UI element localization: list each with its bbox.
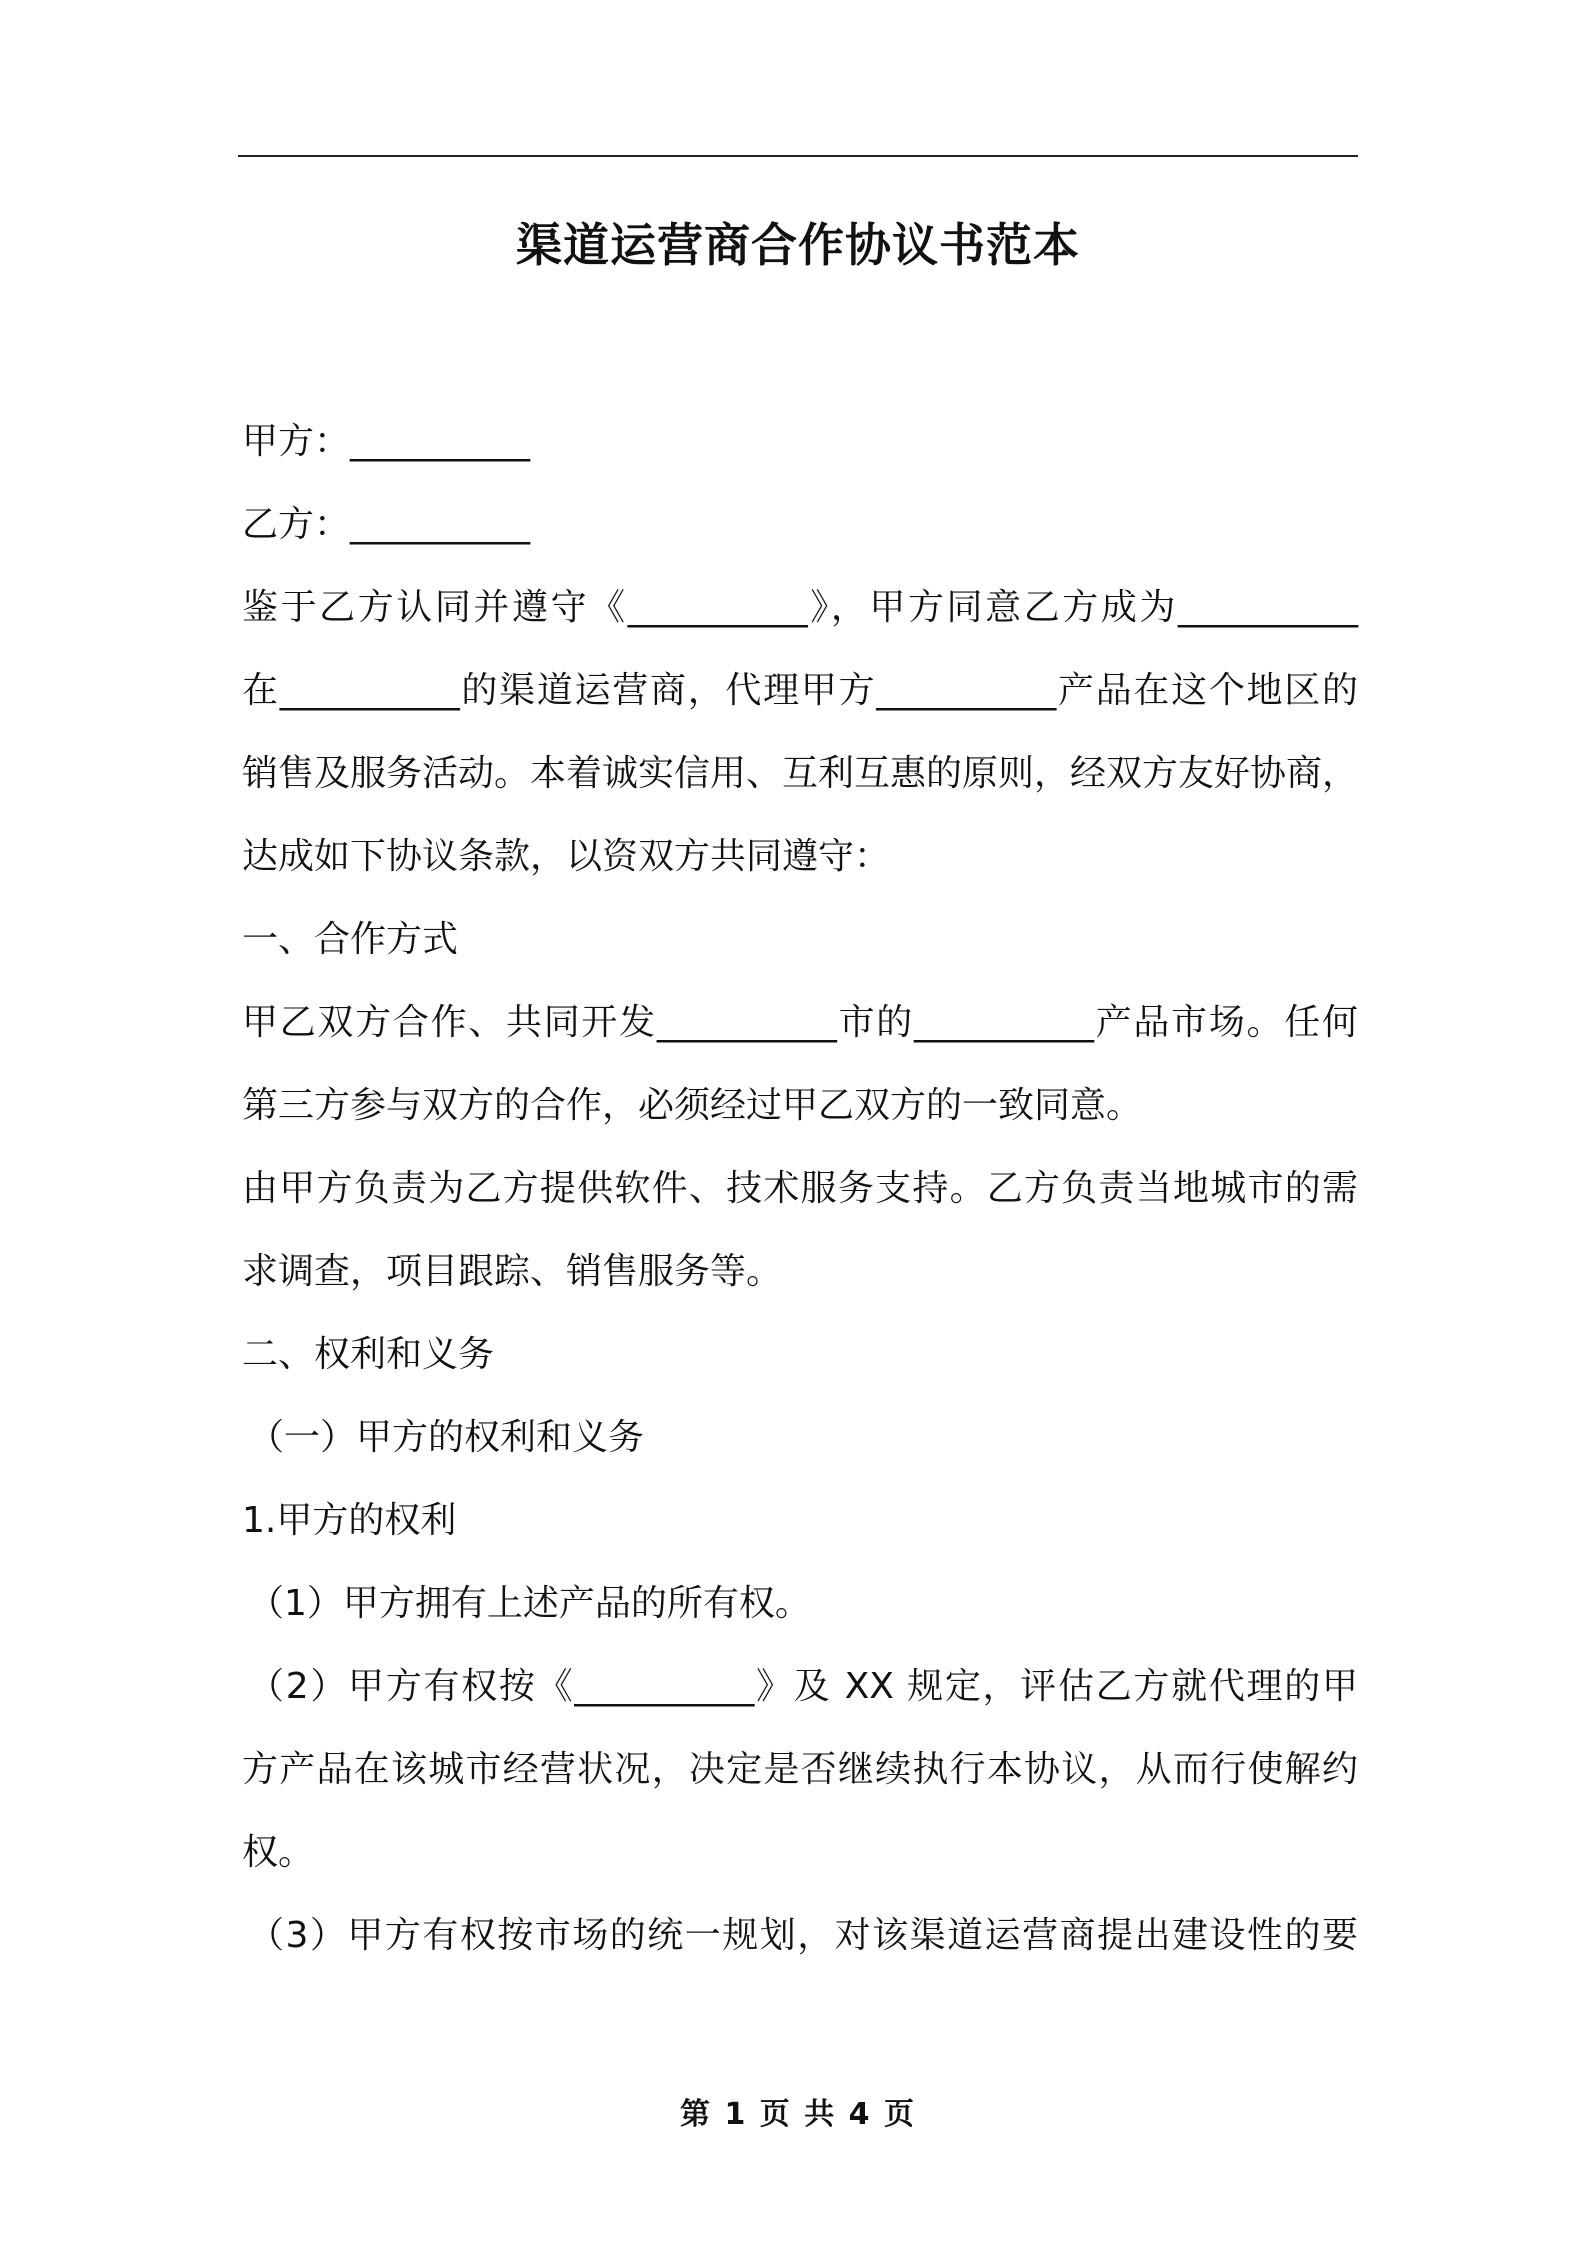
- list-item: （1）甲方拥有上述产品的所有权。: [248, 1583, 811, 1624]
- body-line: 达成如下协议条款，以资双方共同遵守：: [242, 836, 891, 877]
- body-line: 销售及服务活动。本着诚实信用、互利互惠的原则，经双方友好协商，: [242, 753, 1359, 794]
- party-a-line: 甲方：__________: [242, 421, 531, 462]
- section-heading: 二、权利和义务: [242, 1334, 495, 1375]
- party-b-line: 乙方：__________: [242, 504, 531, 545]
- subsection-heading: （一）甲方的权利和义务: [248, 1417, 645, 1458]
- document-title: 渠道运营商合作协议书范本: [516, 218, 1080, 272]
- subsection-heading: 1.甲方的权利: [242, 1500, 457, 1541]
- page-number: 第 1 页 共 4 页: [680, 2097, 916, 2132]
- body-line: 在__________的渠道运营商，代理甲方__________产品在这个地区的: [242, 670, 1358, 711]
- body-line: 甲乙双方合作、共同开发__________市的__________产品市场。任何: [242, 1002, 1358, 1043]
- document-body: [242, 400, 1358, 1977]
- body-line: 第三方参与双方的合作，必须经过甲乙双方的一致同意。: [242, 1085, 1143, 1126]
- list-item: （3）甲方有权按市场的统一规划，对该渠道运营商提出建设性的要: [248, 1915, 1358, 1956]
- body-line: 由甲方负责为乙方提供软件、技术服务支持。乙方负责当地城市的需: [242, 1168, 1358, 1209]
- list-item: （2）甲方有权按《__________》及 XX 规定，评估乙方就代理的甲: [248, 1666, 1358, 1707]
- body-line: 求调查，项目跟踪、销售服务等。: [242, 1251, 783, 1292]
- body-line: 方产品在该城市经营状况，决定是否继续执行本协议，从而行使解约: [242, 1749, 1358, 1790]
- section-heading: 一、合作方式: [242, 919, 459, 960]
- header-rule: [238, 155, 1358, 157]
- body-line: 鉴于乙方认同并遵守《__________》，甲方同意乙方成为__________: [242, 587, 1358, 628]
- body-line: 权。: [242, 1832, 315, 1873]
